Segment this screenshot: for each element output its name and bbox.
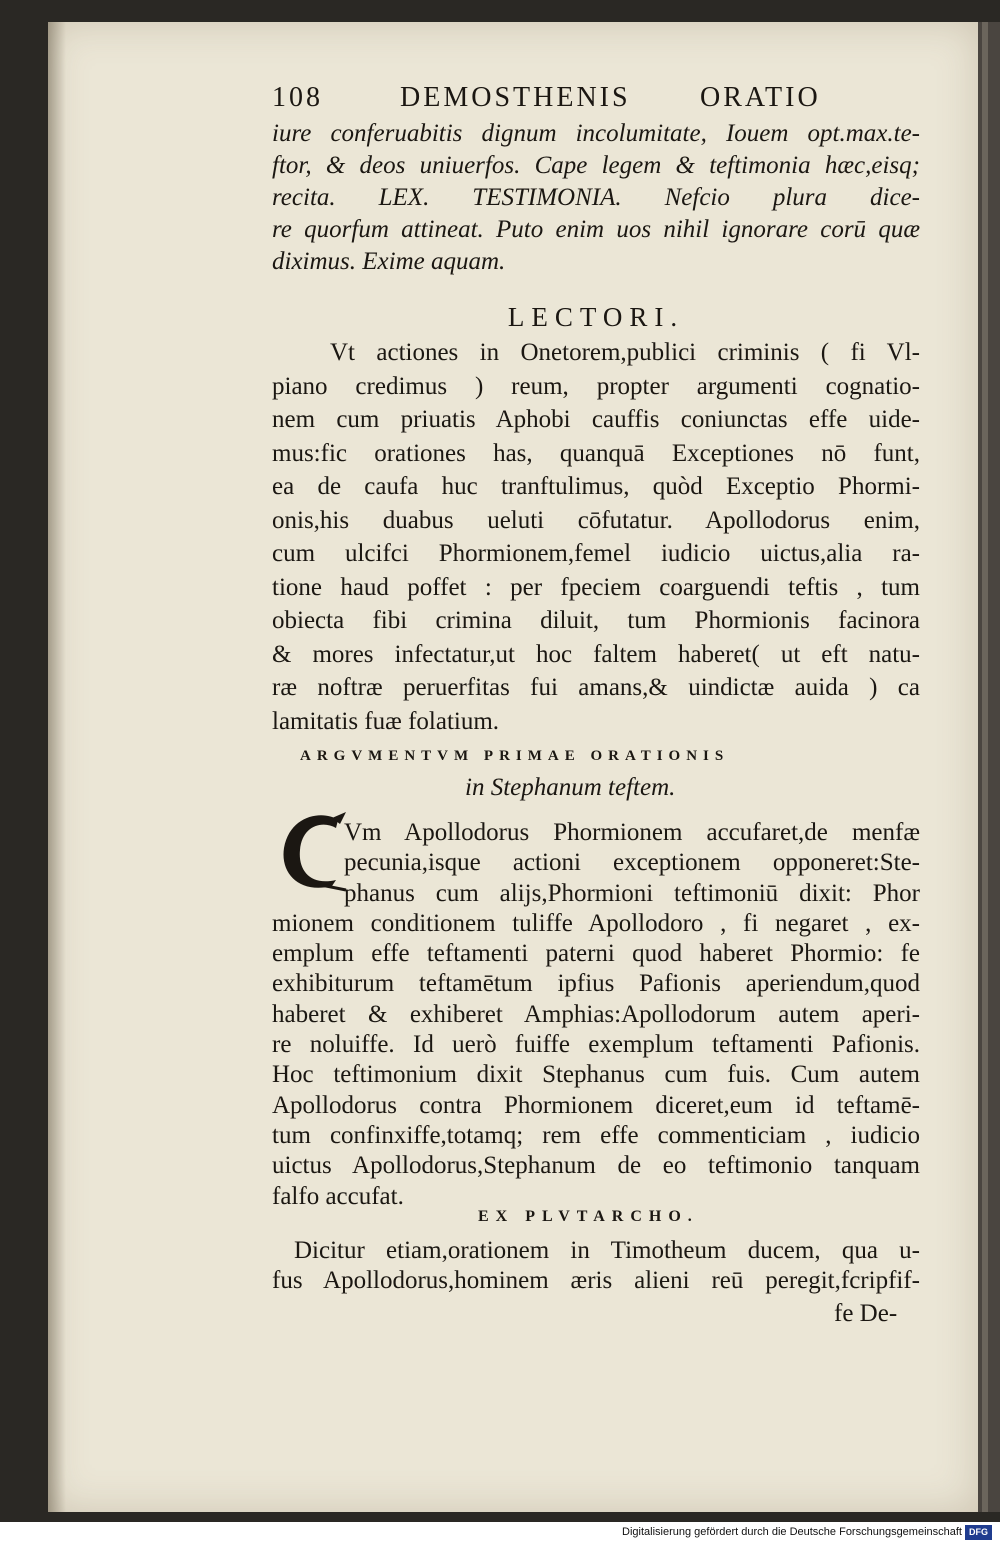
- text-line: lamitatis fuæ folatium.: [272, 707, 500, 735]
- page-gutter-shadow: [48, 22, 66, 1512]
- text-line: cum ulcifci Phormionem,femel iudicio uictus,alia ra-: [272, 540, 920, 567]
- opening-paragraph: [272, 118, 920, 278]
- argumentum-heading: ARGVMENTVM PRIMAE ORATIONIS: [300, 748, 730, 764]
- footer-bar: [0, 1522, 1000, 1546]
- argumentum-subtitle: in Stephanum teftem.: [465, 774, 676, 801]
- text-line: nem cum priuatis Aphobi cauffis coniunctas effe uide-: [272, 406, 920, 433]
- text-line: onis,his duabus ueluti cōfutatur. Apollodorus enim,: [272, 506, 920, 534]
- text-line: pecunia,isque actioni exceptionem opponeret:Ste-: [344, 849, 920, 877]
- text-line: Apollodorus contra Phormionem diceret,eum id teftamē-: [272, 1091, 920, 1119]
- page-number: 108: [272, 82, 323, 113]
- text-line: haberet & exhiberet Amphias:Apollodorum autem aperi-: [272, 1000, 920, 1028]
- lectori-paragraph: [272, 336, 920, 738]
- dfg-logo-icon: DFG: [965, 1525, 992, 1540]
- text-line: Hoc teftimonium dixit Stephanus cum fuis. Cum autem: [272, 1061, 920, 1089]
- text-line: falfo accufat.: [272, 1182, 404, 1210]
- text-line: mus:fic orationes has, quanquā Exceptiones nō funt,: [272, 439, 920, 467]
- plutarch-heading: EX PLVTARCHO.: [478, 1208, 699, 1225]
- text-line: recita. LEX. TESTIMONIA. Nefcio plura dice-: [272, 184, 920, 211]
- text-line: Vt actiones in Onetorem,publici criminis ( fi Vl-: [330, 339, 920, 366]
- page-edge: [978, 22, 1000, 1512]
- text-line: iure conferuabitis dignum incolumitate, Iouem opt.max.te-: [272, 120, 920, 147]
- text-line: obiecta fibi crimina diluit, tum Phormionis facinora: [272, 607, 920, 634]
- text-line: Dicitur etiam,orationem in Timotheum ducem, qua u-: [294, 1237, 920, 1264]
- text-line: exhibiturum teftamētum ipfius Pafionis aperiendum,quod: [272, 970, 920, 998]
- text-line: ræ noftræ peruerfitas fui amans,& uindictæ auida ) ca: [272, 674, 920, 701]
- plutarch-paragraph: [272, 1236, 920, 1296]
- funding-credit: Digitalisierung gefördert durch die Deutsche Forschungsgemeinschaft: [622, 1526, 962, 1538]
- text-line: & mores infectatur,ut hoc faltem haberet( ut eft natu-: [272, 640, 920, 668]
- text-line: mionem conditionem tuliffe Apollodoro , fi negaret , ex-: [272, 909, 920, 937]
- text-line: Vm Apollodorus Phormionem accufaret,de menfæ: [344, 819, 920, 846]
- lectori-heading: LECTORI.: [507, 302, 685, 332]
- catchword: fe De-: [834, 1300, 898, 1327]
- argumentum-paragraph: [272, 818, 920, 1212]
- text-line: re noluiffe. Id uerò fuiffe exemplum teftamenti Pafionis.: [272, 1031, 920, 1059]
- text-line: ea de caufa huc tranftulimus, quòd Exceptio Phormi-: [272, 473, 920, 500]
- text-line: re quorfum attineat. Puto enim uos nihil ignorare corū quæ: [272, 216, 920, 243]
- text-line: fus Apollodorus,hominem æris alieni reū peregit,fcripfif-: [272, 1267, 920, 1294]
- text-line: diximus. Exime aquam.: [272, 248, 506, 275]
- running-head-title: DEMOSTHENIS: [400, 82, 631, 113]
- text-line: ftor, & deos uniuerfos. Cape legem & teftimonia hæc,eisq;: [272, 152, 920, 179]
- text-line: phanus cum alijs,Phormioni teftimoniū dixit: Phor: [344, 879, 920, 907]
- running-head: [272, 82, 832, 116]
- text-line: tum confinxiffe,totamq; rem effe commenticiam , iudicio: [272, 1121, 920, 1149]
- text-line: emplum effe teftamenti paterni quod haberet Phormio: fe: [272, 940, 920, 968]
- text-line: tione haud poffet : per fpeciem coarguendi teftis , tum: [272, 573, 920, 601]
- running-head-subtitle: ORATIO: [700, 82, 821, 113]
- text-line: piano credimus ) reum, propter argumenti cognatio-: [272, 372, 920, 400]
- text-line: uictus Apollodorus,Stephanum de eo teftimonio tanquam: [272, 1152, 920, 1180]
